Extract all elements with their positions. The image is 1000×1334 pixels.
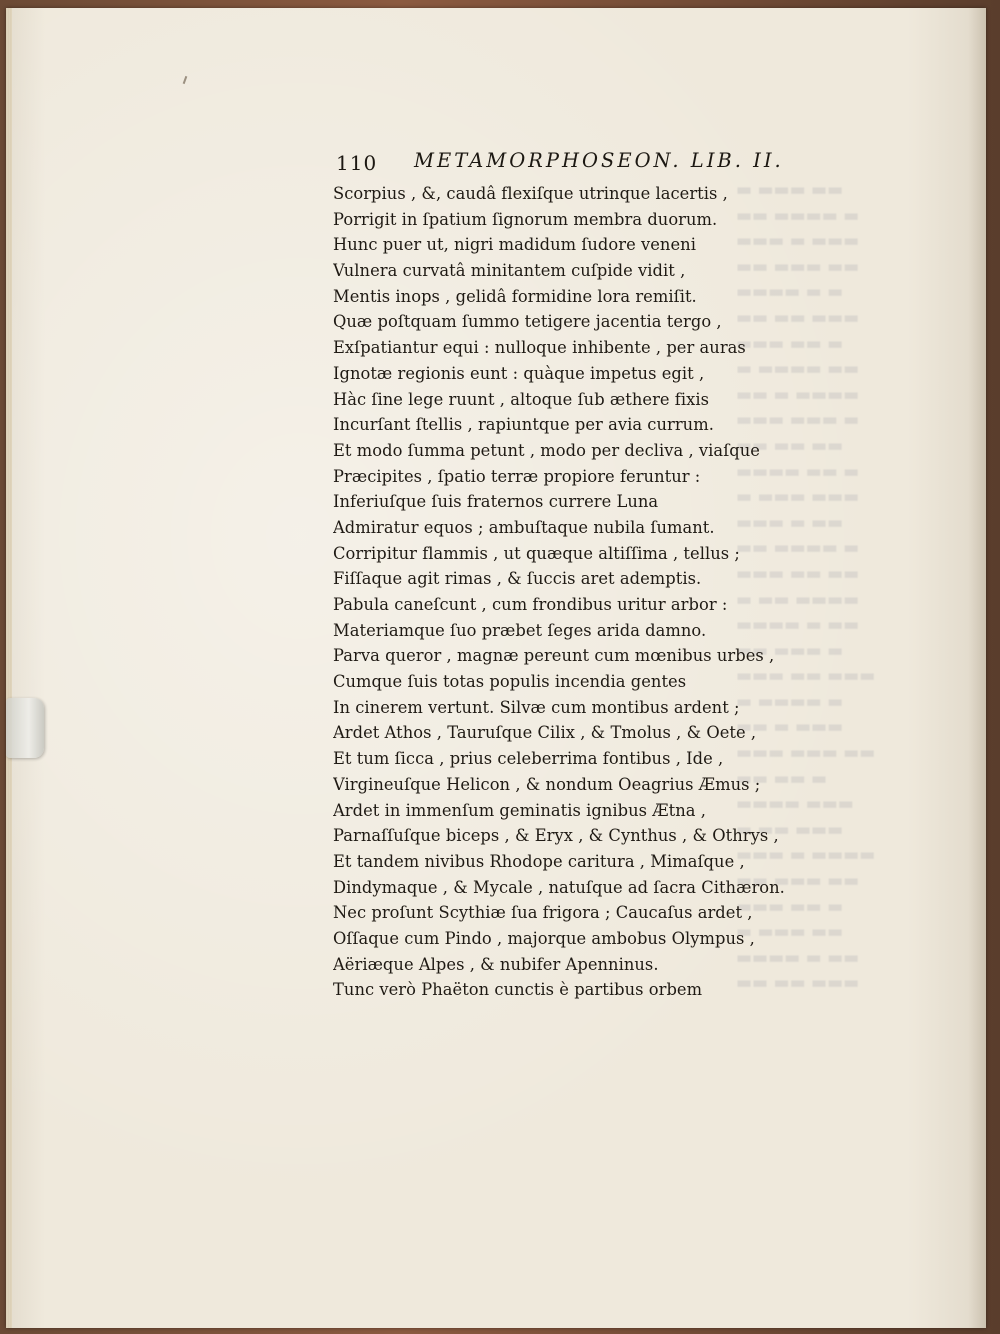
page-gutter-shadow <box>968 8 986 1328</box>
verse-line: Admiratur equos ; ambuſtaque nubila ſumant. <box>333 517 715 537</box>
verse-line: Fiſſaque agit rimas , & ſuccis aret ademptis. <box>333 569 702 589</box>
verse-line: Præcipites , ſpatio terræ propiore feruntur : <box>333 466 701 486</box>
verse-line: Scorpius , &, caudâ flexiſque utrinque lacertis , <box>333 184 728 203</box>
verse-line: Oſſaque cum Pindo , majorque ambobus Olympus , <box>333 928 755 948</box>
bleed-line: ▬ ▬▬▬▬ ▬▬ <box>736 359 860 380</box>
bleed-line: ▬▬ ▬▬▬▬ ▬ <box>736 538 860 559</box>
bleed-line: ▬▬ ▬▬ ▬▬▬ <box>736 307 860 328</box>
verse-line: Vulnera curvatâ minitantem cuſpide vidit , <box>333 261 686 281</box>
bleed-line: ▬▬ ▬▬ ▬▬▬ <box>736 973 860 994</box>
bleed-line: ▬ ▬▬▬ ▬▬ <box>736 922 844 943</box>
verse-line: Materiamque ſuo præbet ſeges arida damno. <box>333 620 707 640</box>
bleed-line: ▬ ▬▬ ▬▬▬▬ <box>736 589 860 610</box>
verse-line: In cinerem vertunt. Silvæ cum montibus ardent ; <box>333 697 740 717</box>
bleed-line: ▬▬▬ ▬▬ ▬ <box>736 333 844 354</box>
pencil-mark <box>183 76 188 84</box>
verse-line: Nec proſunt Scythiæ ſua frigora ; Caucaſus ardet , <box>333 903 753 923</box>
verse-line: Dindymaque , & Mycale , natuſque ad ſacra Cithæron. <box>333 877 785 897</box>
bleed-line: ▬▬▬ ▬▬ ▬ <box>736 896 844 917</box>
verse-line: Ardet Athos , Tauruſque Cilix , & Tmolus , & Oete , <box>333 723 757 743</box>
bleed-line: ▬ ▬▬▬ ▬▬ <box>736 180 844 200</box>
bleed-line: ▬▬▬▬ ▬ ▬▬ <box>736 947 860 968</box>
bleed-line: ▬▬▬ ▬▬ ▬▬ <box>736 563 860 584</box>
bleed-line: ▬ ▬▬▬▬ ▬ <box>736 691 844 712</box>
verse-line: Cumque ſuis totas populis incendia gentes <box>333 672 687 692</box>
verse-line: Exſpatiantur equi : nulloque inhibente , per auras <box>333 338 746 358</box>
bleed-line: ▬▬ ▬▬▬ ▬▬ <box>736 871 860 892</box>
bleed-line: ▬▬ ▬ ▬▬▬ <box>736 717 844 738</box>
verse-line: Parnaſſuſque biceps , & Eryx , & Cynthus , & Othrys , <box>333 826 779 846</box>
bleed-line: ▬▬▬ ▬▬▬ ▬▬ <box>736 743 876 764</box>
bleed-line: ▬▬ ▬▬▬▬ ▬ <box>736 205 860 226</box>
page-clip <box>6 698 44 758</box>
verse-line: Ardet in immenſum geminatis ignibus Ætna , <box>333 800 706 820</box>
verse-line: Quæ poſtquam ſummo tetigere jacentia tergo , <box>333 312 722 332</box>
verse-line: Incurſant ſtellis , rapiuntque per avia currum. <box>333 415 714 435</box>
verse-line: Hunc puer ut, nigri madidum ſudore veneni <box>333 235 696 255</box>
book-page <box>6 8 986 1328</box>
bleed-line: ▬▬▬▬ ▬ ▬ <box>736 282 844 303</box>
bleed-line: ▬▬▬▬ ▬ ▬▬ <box>736 615 860 636</box>
verse-line: Corripitur flammis , ut quæque altiſſima , tellus ; <box>333 543 740 563</box>
verse-line: Pabula caneſcunt , cum frondibus uritur arbor : <box>333 595 728 614</box>
bleed-line: ▬▬ ▬▬ ▬ <box>736 768 828 789</box>
book-title: METAMORPHOSEON. LIB. II. <box>414 149 784 172</box>
verse-line: Et modo ſumma petunt , modo per decliva , viaſque <box>333 440 760 460</box>
bleed-line: ▬▬▬▬ ▬▬▬ <box>736 794 854 815</box>
bleed-line: ▬▬▬▬ ▬▬ ▬ <box>736 461 860 482</box>
bleed-line: ▬▬ ▬▬▬ ▬ <box>736 640 844 661</box>
bleed-line: ▬▬▬ ▬ ▬▬ <box>736 512 844 533</box>
bleed-line: ▬▬ ▬▬▬ ▬▬ <box>736 256 860 277</box>
bleed-line: ▬▬▬ ▬▬ ▬▬▬ <box>736 666 876 687</box>
verse-line: Tunc verò Phaëton cunctis è partibus orbem <box>333 980 703 1000</box>
verse-line: Porrigit in ſpatium ſignorum membra duorum. <box>333 209 718 229</box>
verse-line: Ignotæ regionis eunt : quàque impetus egit , <box>333 363 705 383</box>
bleed-line: ▬▬▬ ▬▬▬ ▬ <box>736 410 860 431</box>
bleed-line: ▬ ▬▬▬ ▬▬▬ <box>736 487 860 508</box>
bleed-line: ▬▬▬ ▬ ▬▬▬ <box>736 231 860 252</box>
bleed-line: ▬▬▬ ▬ ▬▬▬▬ <box>736 845 876 866</box>
verse-block <box>333 181 813 1003</box>
verse-line: Et tum ſicca , prius celeberrima fontibus , Ide , <box>333 749 724 769</box>
verse-line: Virgineuſque Helicon , & nondum Oeagrius Æmus ; <box>333 774 761 794</box>
verse-line: Aëriæque Alpes , & nubifer Apenninus. <box>333 954 659 974</box>
verse-line: Parva queror , magnæ pereunt cum mœnibus urbes , <box>333 646 775 666</box>
bleed-line: ▬▬ ▬ ▬▬▬▬ <box>736 384 860 405</box>
bleed-line: ▬▬ ▬▬ ▬▬ <box>736 435 844 456</box>
verse-line: Inferiuſque ſuis fraternos currere Luna <box>333 492 659 512</box>
bleed-line: ▬ ▬▬ ▬▬▬ <box>736 819 844 840</box>
page-number: 110 <box>336 151 378 175</box>
verse-line: Hàc ſine lege ruunt , altoque ſub æthere fixis <box>333 389 710 409</box>
running-head <box>336 151 816 181</box>
verse-line: Mentis inops , gelidâ formidine lora remiſit. <box>333 286 697 306</box>
verse-line: Et tandem nivibus Rhodope caritura , Mimaſque , <box>333 851 745 871</box>
page-edges-left <box>6 8 12 1328</box>
